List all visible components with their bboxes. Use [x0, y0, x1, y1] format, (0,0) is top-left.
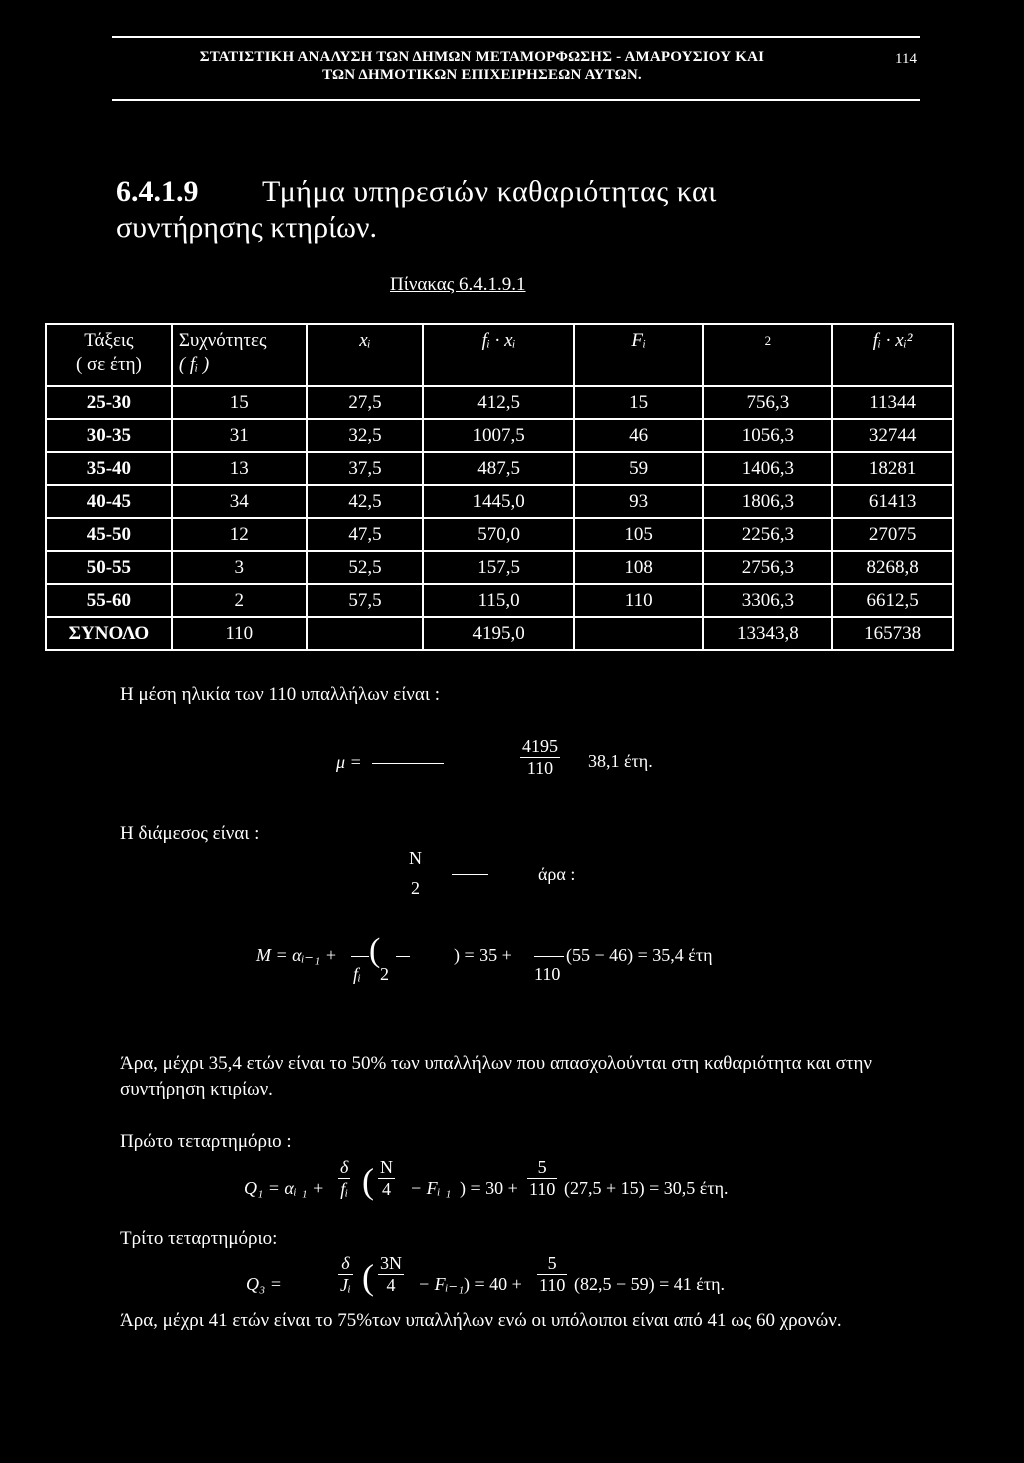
q3-lhs: Q₃ = [246, 1274, 282, 1294]
q1-den: 110 [529, 1179, 556, 1199]
cell-frequency: 12 [172, 518, 307, 551]
cell-fx2: 18281 [832, 452, 953, 485]
q3-minusF: − Fᵢ₋₁ [418, 1274, 465, 1294]
header-fx2: fᵢ · xᵢ² [832, 324, 953, 386]
table-total-row [46, 617, 953, 650]
q1-four: 4 [382, 1179, 391, 1199]
cell-fx: 115,0 [423, 584, 574, 617]
cell-midpoint: 57,5 [307, 584, 424, 617]
cell-fx: 157,5 [423, 551, 574, 584]
median-frac-bar-3 [534, 956, 564, 957]
table-row [46, 452, 953, 485]
table-row [46, 419, 953, 452]
mean-numerator: 4195 [522, 736, 558, 756]
table-row [46, 518, 953, 551]
cell-frequency: 15 [172, 386, 307, 419]
cell-fx2: 8268,8 [832, 551, 953, 584]
cell-square: 2256,3 [703, 518, 832, 551]
cell-cumulative: 15 [574, 386, 704, 419]
cell-square: 756,3 [703, 386, 832, 419]
q1-tail: (27,5 + 15) = 30,5 έτη. [564, 1178, 729, 1198]
cell-fx: 570,0 [423, 518, 574, 551]
q3-eq: ) = 40 + [464, 1274, 522, 1294]
cell-square: 1406,3 [703, 452, 832, 485]
median-left-paren: ( [369, 932, 381, 969]
cell-square: 3306,3 [703, 584, 832, 617]
cell-frequency: 2 [172, 584, 307, 617]
q3-den: 110 [539, 1275, 566, 1295]
cell-class: 40-45 [46, 485, 172, 518]
median-formula-right: ) = 35 + [454, 945, 512, 965]
cell-cumulative: 105 [574, 518, 704, 551]
cell-square: 1056,3 [703, 419, 832, 452]
median-frac-bar-1 [351, 956, 369, 957]
q1-num: 5 [527, 1157, 557, 1179]
q3-delta: δ [338, 1253, 353, 1275]
q1-label: Πρώτο τεταρτημόριο : [120, 1131, 292, 1152]
q1-num-frac [527, 1157, 557, 1200]
q3-label: Τρίτο τεταρτημόριο: [120, 1228, 278, 1249]
header-frequency-l1: Συχνότητες [178, 330, 267, 351]
total-cell-fx2: 165738 [832, 617, 953, 650]
section-number: 6.4.1.9 [116, 175, 199, 208]
frequency-table [45, 323, 954, 651]
cell-frequency: 31 [172, 419, 307, 452]
q3-num: 5 [537, 1253, 567, 1275]
cell-class: 45-50 [46, 518, 172, 551]
header-classes [46, 324, 172, 386]
total-cell-midpoint [307, 617, 424, 650]
running-header-line2: ΤΩΝ ΔΗΜΟΤΙΚΩΝ ΕΠΙΧΕΙΡΗΣΕΩΝ ΑΥΤΩΝ. [322, 67, 642, 83]
header-classes-l2: ( σε έτη) [75, 354, 142, 375]
cell-midpoint: 37,5 [307, 452, 424, 485]
median-frac-bar-2 [396, 956, 410, 957]
cell-fx: 412,5 [423, 386, 574, 419]
cell-fx2: 61413 [832, 485, 953, 518]
section-title-line1: Τμήμα υπηρεσιών καθαριότητας και [262, 175, 717, 208]
q3-four: 4 [386, 1275, 396, 1295]
q1-N: N [380, 1157, 393, 1177]
mean-denominator: 110 [526, 758, 554, 778]
cell-cumulative: 59 [574, 452, 704, 485]
q3-tail: (82,5 − 59) = 41 έτη. [574, 1274, 725, 1294]
header-fx: fᵢ · xᵢ [423, 324, 574, 386]
cell-class: 30-35 [46, 419, 172, 452]
table-row [46, 584, 953, 617]
mean-mu: μ = [336, 752, 362, 772]
cell-cumulative: 108 [574, 551, 704, 584]
total-cell-cumulative [574, 617, 704, 650]
cell-fx: 487,5 [423, 452, 574, 485]
median-calc-tail: (55 − 46) = 35,4 έτη [566, 945, 713, 965]
mean-result: 38,1 έτη. [588, 751, 653, 771]
header-square: 2 [703, 324, 832, 386]
mean-fraction [520, 736, 560, 779]
cell-midpoint: 27,5 [307, 386, 424, 419]
section-title-line2: συντήρησης κτηρίων. [116, 211, 377, 244]
running-header-line1: ΣΤΑΤΙΣΤΙΚΗ ΑΝΑΛΥΣΗ ΤΩΝ ΔΗΜΩΝ ΜΕΤΑΜΟΡΦΩΣΗΣ - ΑΜΑΡΟΥΣΙΟΥ ΚΑΙ [199, 49, 765, 65]
cell-fx2: 6612,5 [832, 584, 953, 617]
total-cell-frequency: 110 [172, 617, 307, 650]
header-frequency-l2: ( fᵢ ) [178, 354, 210, 375]
cell-class: 55-60 [46, 584, 172, 617]
cell-fx2: 27075 [832, 518, 953, 551]
q3-N4-frac [378, 1253, 404, 1296]
q1-eq: ) = 30 + [460, 1178, 518, 1198]
q1-f: fᵢ [340, 1179, 349, 1199]
table-caption: Πίνακας 6.4.1.9.1 [390, 274, 526, 295]
cell-square: 1806,3 [703, 485, 832, 518]
q3-num-frac [537, 1253, 567, 1296]
q1-delta: δ [340, 1157, 349, 1177]
header-frequency [172, 324, 307, 386]
cell-cumulative: 110 [574, 584, 704, 617]
table-row [46, 551, 953, 584]
cell-midpoint: 42,5 [307, 485, 424, 518]
cell-class: 50-55 [46, 551, 172, 584]
median-two: 2 [411, 878, 420, 898]
q1-lhs: Q₁ = αᵢ ₁ + [244, 1178, 325, 1198]
header-bottom-rule [112, 99, 920, 101]
q3-delta-frac [338, 1253, 353, 1296]
median-calc-den: 110 [534, 964, 561, 984]
cell-fx2: 11344 [832, 386, 953, 419]
median-formula-left: M = αᵢ₋₁ + [256, 945, 337, 965]
total-cell-fx: 4195,0 [423, 617, 574, 650]
table-row [46, 485, 953, 518]
median-f-den: fᵢ [353, 964, 361, 984]
section-heading [116, 174, 876, 210]
cell-class: 35-40 [46, 452, 172, 485]
cell-frequency: 3 [172, 551, 307, 584]
q3-N: 3N [380, 1253, 402, 1273]
q1-delta-frac [338, 1157, 350, 1200]
median-ara: άρα : [538, 864, 576, 884]
cell-fx: 1007,5 [423, 419, 574, 452]
cell-fx2: 32744 [832, 419, 953, 452]
mean-dash [372, 763, 444, 764]
table-header-row [46, 324, 953, 386]
mean-intro: Η μέση ηλικία των 110 υπαλλήλων είναι : [120, 684, 440, 705]
cell-class: 25-30 [46, 386, 172, 419]
q1-N4-frac [378, 1157, 395, 1200]
cell-cumulative: 46 [574, 419, 704, 452]
cell-midpoint: 47,5 [307, 518, 424, 551]
median-dash [452, 874, 488, 875]
header-top-rule [112, 36, 920, 38]
median-half: 2 [380, 964, 389, 984]
q3-left-paren: ( [362, 1257, 374, 1297]
cell-cumulative: 93 [574, 485, 704, 518]
conclusion-quartile: Άρα, μέχρι 41 ετών είναι το 75%των υπαλλήλων ενώ οι υπόλοιποι είναι από 41 ως 60 χρονών. [120, 1310, 842, 1331]
conclusion-median: Άρα, μέχρι 35,4 ετών είναι το 50% των υπαλλήλων που απασχολούνται στη καθαριότητα και στην συντήρηση κτιρίων. [120, 1053, 872, 1100]
total-cell-square: 13343,8 [703, 617, 832, 650]
cell-midpoint: 52,5 [307, 551, 424, 584]
q1-minusF: − Fᵢ ₁ [410, 1178, 452, 1198]
page-number: 114 [895, 51, 917, 67]
cell-fx: 1445,0 [423, 485, 574, 518]
table-row [46, 386, 953, 419]
q1-left-paren: ( [362, 1161, 374, 1201]
header-x: xᵢ [307, 324, 424, 386]
section-title-line2-wrap [116, 210, 377, 246]
median-N: N [409, 848, 422, 868]
cell-frequency: 13 [172, 452, 307, 485]
cell-square: 2756,3 [703, 551, 832, 584]
header-classes-l1: Τάξεις [84, 330, 134, 351]
total-cell-class: ΣΥΝΟΛΟ [46, 617, 172, 650]
cell-frequency: 34 [172, 485, 307, 518]
cell-midpoint: 32,5 [307, 419, 424, 452]
median-intro: Η διάμεσος είναι : [120, 823, 260, 844]
header-F: Fᵢ [574, 324, 704, 386]
q3-f: Jᵢ [340, 1275, 351, 1295]
